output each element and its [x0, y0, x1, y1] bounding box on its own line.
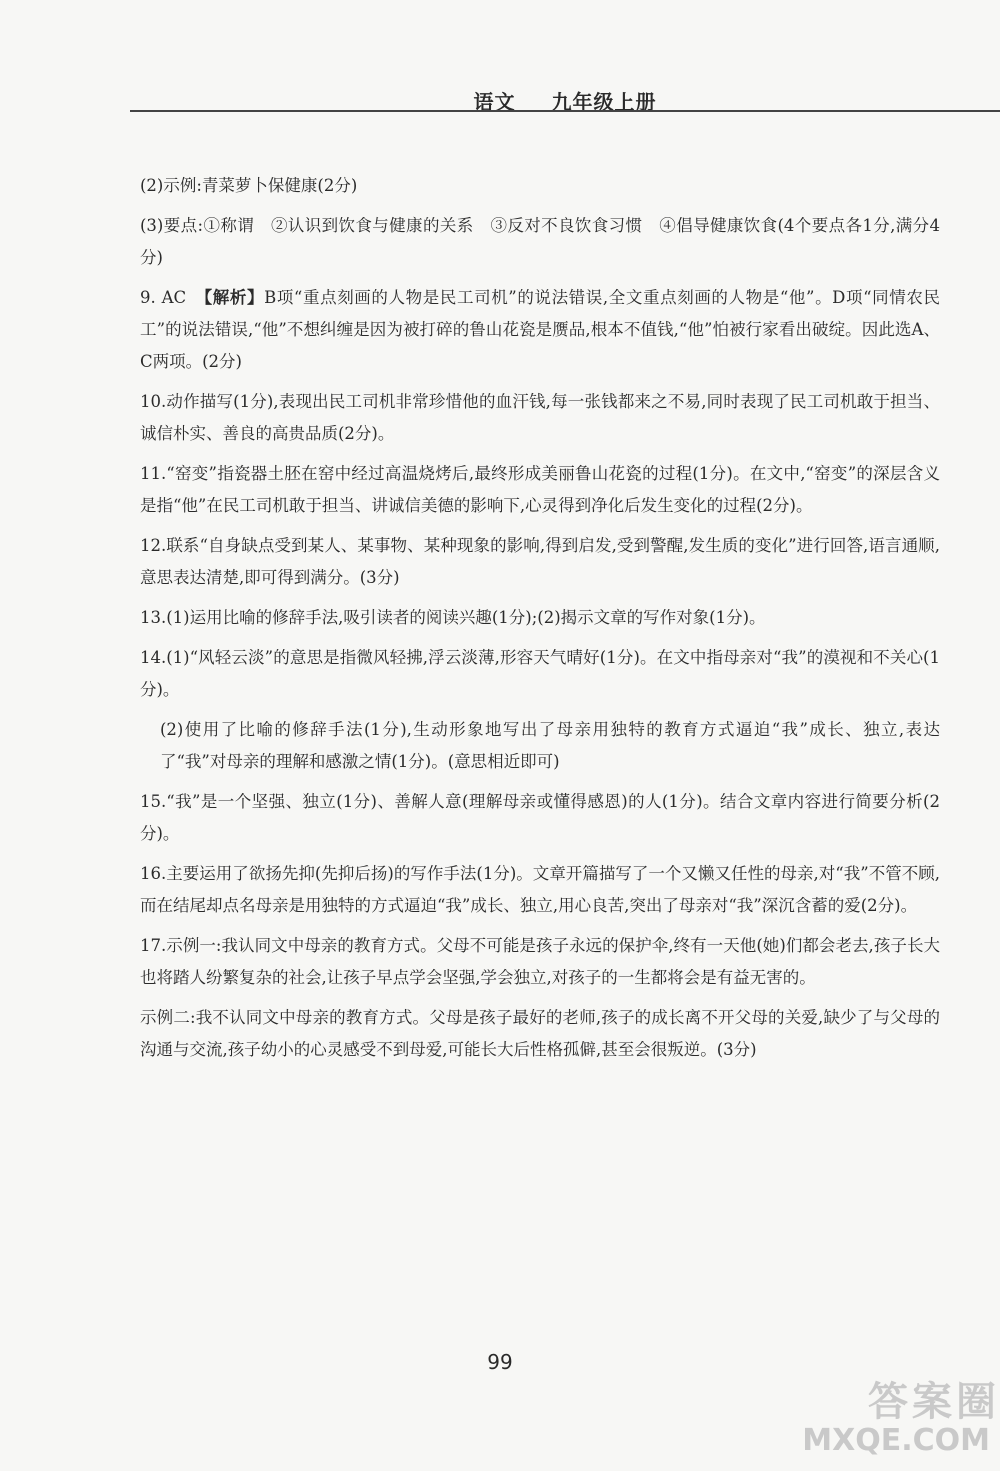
answer-item-15 [140, 786, 940, 850]
answer-text: 12.联系“自身缺点受到某人、某事物、某种现象的影响,得到启发,受到警醒,发生质的变化”进行回答,语言通顺,意思表达清楚,即可得到满分。(3分) [140, 536, 940, 587]
analysis-tag: 【解析】 [203, 288, 265, 307]
answer-text: 示例二:我不认同文中母亲的教育方式。父母是孩子最好的老师,孩子的成长离不开父母的关爱,缺少了与父母的沟通与交流,孩子幼小的心灵感受不到母爱,可能长大后性格孤僻,甚至会很叛逆。(3分) [140, 1008, 940, 1059]
answer-text: 15.“我”是一个坚强、独立(1分)、善解人意(理解母亲或懂得感恩)的人(1分)。结合文章内容进行简要分析(2分)。 [140, 792, 940, 843]
header-rule [130, 110, 1000, 112]
answer-item [140, 210, 940, 274]
watermark-url: MXQE.COM [802, 1423, 990, 1458]
answer-text [140, 282, 940, 378]
watermark-logo: 答案圈 [868, 1379, 1000, 1425]
answer-text: 14.(1)“风轻云淡”的意思是指微风轻拂,浮云淡薄,形容天气晴好(1分)。在文中指母亲对“我”的漠视和不关心(1分)。 [140, 648, 940, 699]
answer-item [140, 170, 940, 202]
answer-content [140, 170, 940, 1074]
grade-label: 九年级上册 [551, 90, 657, 114]
answer-item-14-2 [140, 714, 940, 778]
answer-item-17 [140, 930, 940, 994]
answer-text: (2)使用了比喻的修辞手法(1分),生动形象地写出了母亲用独特的教育方式逼迫“我”成长、独立,表达了“我”对母亲的理解和感激之情(1分)。(意思相近即可) [160, 720, 940, 771]
page-number: 99 [487, 1350, 513, 1374]
answer-text: 10.动作描写(1分),表现出民工司机非常珍惜他的血汗钱,每一张钱都来之不易,同时表现了民工司机敢于担当、诚信朴实、善良的高贵品质(2分)。 [140, 392, 940, 443]
answer-item-12 [140, 530, 940, 594]
answer-item-9 [140, 282, 940, 378]
answer-text: (2)示例:青菜萝卜保健康(2分) [140, 176, 358, 195]
answer-text: 17.示例一:我认同文中母亲的教育方式。父母不可能是孩子永远的保护伞,终有一天他(她)们都会老去,孩子长大也将踏人纷繁复杂的社会,让孩子早点学会坚强,学会独立,对孩子的一生都将会是有益无害的。 [140, 936, 940, 987]
answer-item-13 [140, 602, 940, 634]
answer-item-17-example-2 [140, 1002, 940, 1066]
analysis-text: B项“重点刻画的人物是民工司机”的说法错误,全文重点刻画的人物是“他”。D项“同情农民工”的说法错误,“他”不想纠缠是因为被打碎的鲁山花瓷是赝品,根本不值钱,“他”怕被行家看出破绽。因此选A、C两项。(2分) [140, 288, 941, 371]
answer-text: 13.(1)运用比喻的修辞手法,吸引读者的阅读兴趣(1分);(2)揭示文章的写作对象(1分)。 [140, 608, 766, 627]
answer-number: 9. AC [140, 288, 187, 307]
answer-item-11 [140, 458, 940, 522]
answer-item-16 [140, 858, 940, 922]
answer-item-14 [140, 642, 940, 706]
answer-text: 11.“窑变”指瓷器土胚在窑中经过高温烧烤后,最终形成美丽鲁山花瓷的过程(1分)。在文中,“窑变”的深层含义是指“他”在民工司机敢于担当、讲诚信美德的影响下,心灵得到净化后发生变化的过程(2分)。 [140, 464, 940, 515]
watermark [780, 1380, 1000, 1458]
subject-label: 语文 [473, 90, 516, 114]
answer-text: (3)要点:①称谓 ②认识到饮食与健康的关系 ③反对不良饮食习惯 ④倡导健康饮食(4个要点各1分,满分4分) [140, 216, 940, 267]
answer-text: 16.主要运用了欲扬先抑(先抑后扬)的写作手法(1分)。文章开篇描写了一个又懒又任性的母亲,对“我”不管不顾,而在结尾却点名母亲是用独特的方式逼迫“我”成长、独立,用心良苦,突出了母亲对“我”深沉含蓄的爱(2分)。 [140, 864, 940, 915]
answer-item-10 [140, 386, 940, 450]
